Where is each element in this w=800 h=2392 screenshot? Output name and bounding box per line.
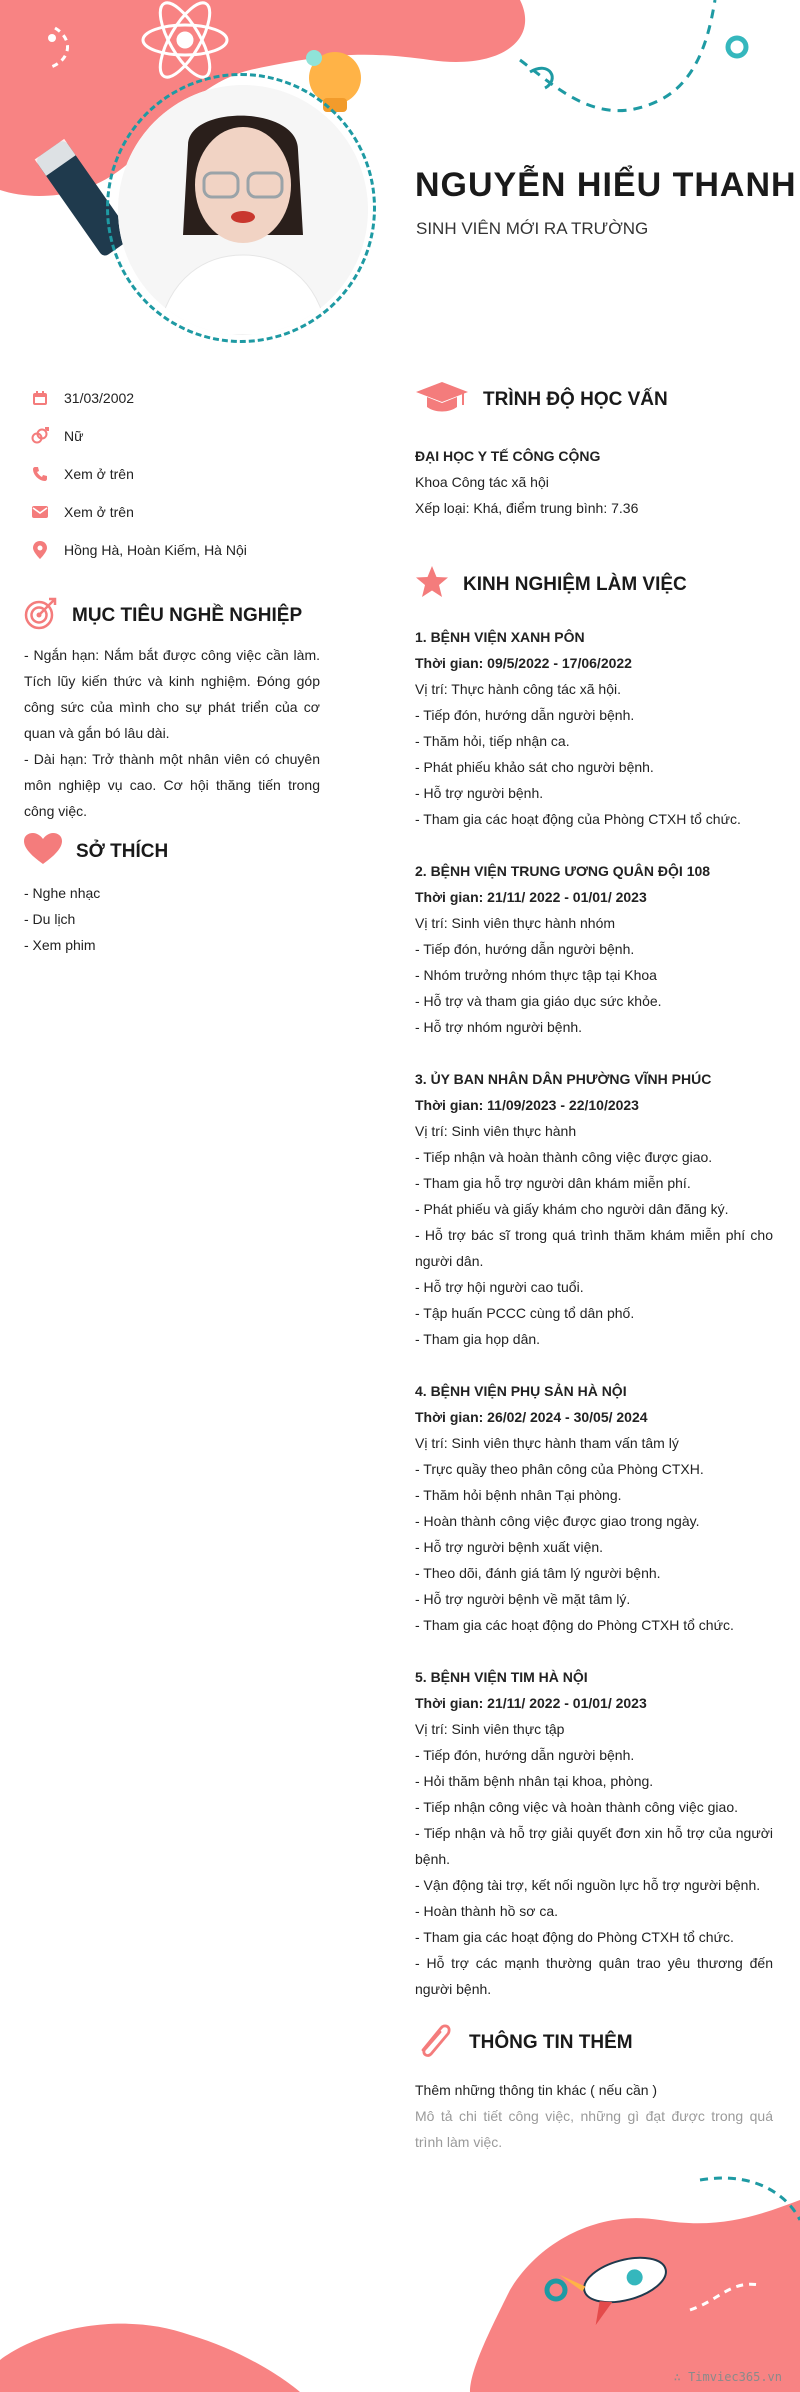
job-entry <box>415 1066 773 1352</box>
watermark: ∴ Timviec365.vn <box>673 2370 782 2384</box>
job-title: 2. BỆNH VIỆN TRUNG ƯƠNG QUÂN ĐỘI 108 <box>415 863 711 879</box>
candidate-subtitle: SINH VIÊN MỚI RA TRƯỜNG <box>416 219 649 238</box>
job-line: - Trực quầy theo phân công của Phòng CTXH. <box>415 1461 704 1477</box>
job-time: Thời gian: 21/11/ 2022 - 01/01/ 2023 <box>415 1695 647 1711</box>
job-time: Thời gian: 21/11/ 2022 - 01/01/ 2023 <box>415 889 647 905</box>
experience-heading <box>415 565 687 604</box>
career-goal-text <box>24 642 320 824</box>
graduation-cap-icon <box>415 380 469 419</box>
job-line: - Hỏi thăm bệnh nhân tại khoa, phòng. <box>415 1773 654 1789</box>
job-line: - Hỗ trợ và tham gia giáo dục sức khỏe. <box>415 993 662 1009</box>
job-line: - Tham gia các hoạt động do Phòng CTXH tổ chức. <box>415 1617 734 1633</box>
contact-gender <box>30 424 83 448</box>
job-line: - Hỗ trợ bác sĩ trong quá trình thăm khám miễn phí cho người dân. <box>415 1227 773 1269</box>
hobbies-heading <box>24 833 168 870</box>
job-line: - Hỗ trợ các mạnh thường quân trao yêu thương đến người bệnh. <box>415 1955 773 1997</box>
target-icon <box>24 596 58 635</box>
job-line: - Tiếp nhận và hoàn thành công việc được giao. <box>415 1149 713 1165</box>
job-line: - Tiếp nhận công việc và hoàn thành công việc giao. <box>415 1799 738 1815</box>
extra-info-line: Thêm những thông tin khác ( nếu cần ) <box>415 2082 658 2098</box>
contact-birthday <box>30 386 134 410</box>
job-line: - Theo dõi, đánh giá tâm lý người bệnh. <box>415 1565 661 1581</box>
education-grade: Xếp loại: Khá, điểm trung bình: 7.36 <box>415 500 639 516</box>
career-goal-title: MỤC TIÊU NGHỀ NGHIỆP <box>72 604 303 626</box>
job-line: - Vận động tài trợ, kết nối nguồn lực hỗ trợ người bệnh. <box>415 1877 761 1893</box>
job-time: Thời gian: 11/09/2023 - 22/10/2023 <box>415 1097 639 1113</box>
job-line: Vị trí: Sinh viên thực tập <box>415 1721 565 1737</box>
job-line: - Thăm hỏi bệnh nhân Tại phòng. <box>415 1487 622 1503</box>
birthday-text: 31/03/2002 <box>64 390 135 406</box>
job-entry <box>415 1664 773 2002</box>
hobbies-list <box>24 880 320 958</box>
extra-info-heading <box>415 2020 633 2065</box>
job-line: - Phát phiếu khảo sát cho người bệnh. <box>415 759 654 775</box>
job-line: - Tham gia họp dân. <box>415 1331 541 1347</box>
job-line: - Hỗ trợ hội người cao tuổi. <box>415 1279 584 1295</box>
job-entry <box>415 624 773 832</box>
phone-text: Xem ở trên <box>64 466 134 482</box>
job-time: Thời gian: 26/02/ 2024 - 30/05/ 2024 <box>415 1409 648 1425</box>
mail-icon <box>30 502 50 522</box>
job-line: - Hỗ trợ nhóm người bệnh. <box>415 1019 583 1035</box>
career-goal-short-term: - Ngắn hạn: Nắm bắt được công việc cần làm. Tích lũy kiến thức và kinh nghiệm. Đóng góp công sức của mình cho sự phát triển của cơ quan và gắn bó lâu dài. <box>24 647 320 741</box>
job-line: Vị trí: Sinh viên thực hành nhóm <box>415 915 616 931</box>
contact-address <box>30 538 247 562</box>
job-line: - Hỗ trợ người bệnh về mặt tâm lý. <box>415 1591 631 1607</box>
job-title: 3. ỦY BAN NHÂN DÂN PHƯỜNG VĨNH PHÚC <box>415 1071 712 1087</box>
job-entry <box>415 858 773 1040</box>
job-line: - Hoàn thành công việc được giao trong ngày. <box>415 1513 700 1529</box>
job-line: - Nhóm trưởng nhóm thực tập tại Khoa <box>415 967 657 983</box>
star-icon <box>415 565 449 604</box>
experience-list <box>415 624 773 2002</box>
job-line: - Tiếp nhận và hỗ trợ giải quyết đơn xin hỗ trợ của người bệnh. <box>415 1825 773 1867</box>
job-line: Vị trí: Sinh viên thực hành tham vấn tâm lý <box>415 1435 679 1451</box>
job-line: - Tiếp đón, hướng dẫn người bệnh. <box>415 1747 635 1763</box>
job-line: - Tham gia hỗ trợ người dân khám miễn phí. <box>415 1175 691 1191</box>
job-line: - Tiếp đón, hướng dẫn người bệnh. <box>415 941 635 957</box>
job-line: - Hỗ trợ người bệnh xuất viện. <box>415 1539 604 1555</box>
job-line: - Hỗ trợ người bệnh. <box>415 785 544 801</box>
footer-decoration <box>0 2160 800 2392</box>
contact-email <box>30 500 134 524</box>
candidate-name: NGUYỄN HIỂU THANH <box>415 166 797 204</box>
paperclip-icon <box>415 2020 455 2065</box>
education-heading <box>415 380 668 419</box>
hobbies-title: SỞ THÍCH <box>76 840 169 862</box>
job-title: 4. BỆNH VIỆN PHỤ SẢN HÀ NỘI <box>415 1383 627 1399</box>
job-time: Thời gian: 09/5/2022 - 17/06/2022 <box>415 655 632 671</box>
job-entry <box>415 1378 773 1638</box>
education-faculty: Khoa Công tác xã hội <box>415 474 549 490</box>
experience-title: KINH NGHIỆM LÀM VIỆC <box>463 573 687 595</box>
contact-phone <box>30 462 134 486</box>
career-goal-long-term: - Dài hạn: Trở thành một nhân viên có chuyên môn nghiệp vụ cao. Cơ hội thăng tiến trong công việc. <box>24 751 320 819</box>
career-goal-heading <box>24 596 302 635</box>
gender-icon <box>30 426 50 446</box>
job-line: - Tham gia các hoạt động của Phòng CTXH tổ chức. <box>415 811 741 827</box>
hobby-item: - Nghe nhạc <box>24 885 101 901</box>
location-pin-icon <box>30 540 50 560</box>
job-line: - Thăm hỏi, tiếp nhận ca. <box>415 733 570 749</box>
job-line: - Phát phiếu và giấy khám cho người dân đăng ký. <box>415 1201 729 1217</box>
avatar <box>118 85 368 335</box>
calendar-icon <box>30 388 50 408</box>
job-title: 5. BỆNH VIỆN TIM HÀ NỘI <box>415 1669 588 1685</box>
education-title: TRÌNH ĐỘ HỌC VẤN <box>483 388 668 410</box>
job-line: Vị trí: Sinh viên thực hành <box>415 1123 577 1139</box>
hobby-item: - Du lịch <box>24 911 76 927</box>
heart-icon <box>24 833 62 870</box>
email-text: Xem ở trên <box>64 504 134 520</box>
job-line: - Tập huấn PCCC cùng tổ dân phố. <box>415 1305 635 1321</box>
gender-text: Nữ <box>64 428 84 444</box>
extra-info-hint: Mô tả chi tiết công việc, những gì đạt được trong quá trình làm việc. <box>415 2108 773 2150</box>
extra-info-body <box>415 2077 773 2155</box>
education-school: ĐẠI HỌC Y TẾ CÔNG CỘNG <box>415 448 601 464</box>
extra-info-title: THÔNG TIN THÊM <box>469 2031 633 2053</box>
address-text: Hồng Hà, Hoàn Kiếm, Hà Nội <box>64 542 247 558</box>
job-line: - Tham gia các hoạt động do Phòng CTXH tổ chức. <box>415 1929 734 1945</box>
job-title: 1. BỆNH VIỆN XANH PÔN <box>415 629 585 645</box>
job-line: - Tiếp đón, hướng dẫn người bệnh. <box>415 707 635 723</box>
hobby-item: - Xem phim <box>24 937 96 953</box>
phone-icon <box>30 464 50 484</box>
job-line: Vị trí: Thực hành công tác xã hội. <box>415 681 622 697</box>
job-line: - Hoàn thành hồ sơ ca. <box>415 1903 559 1919</box>
education-body <box>415 443 773 521</box>
